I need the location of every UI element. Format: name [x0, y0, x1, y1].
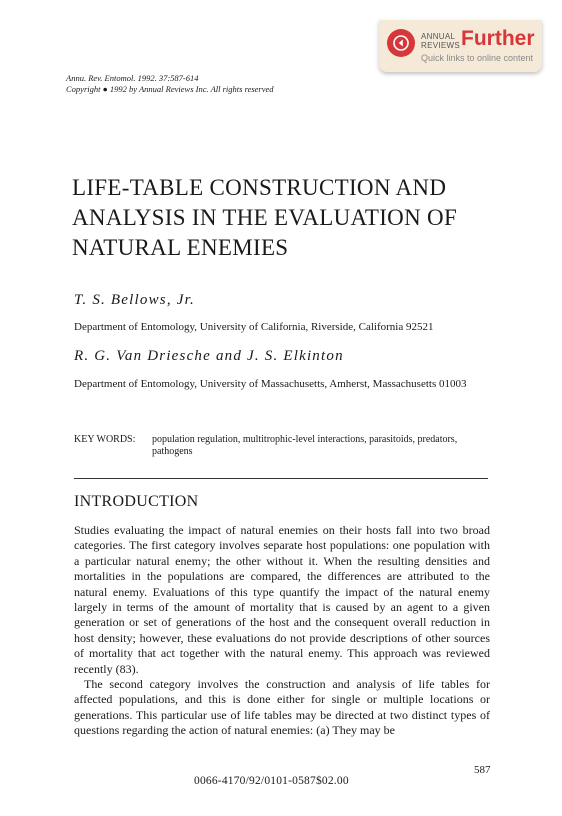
author-2-name: R. G. Van Driesche and J. S. Elkinton: [74, 348, 344, 364]
article-title: [72, 173, 457, 263]
badge-line2: REVIEWS: [421, 41, 460, 50]
keywords-text: population regulation, multitrophic-level interactions, parasitoids, predators, pathogens: [152, 434, 458, 457]
article-code: 0066-4170/92/0101-0587$02.00: [194, 775, 349, 787]
page-number: 587: [474, 764, 491, 776]
author-1-affiliation: Department of Entomology, University of California, Riverside, California 92521: [74, 321, 434, 333]
paragraph-1: Studies evaluating the impact of natural enemies on their hosts fall into two broad categories. The first category involves separate host populations: one population with a particular natural enemy; the other without it. When the resulting densities and mortalities in the populations are compared, the differences are attributed to the natural enemy. Evaluations of this type quantify the impact of the natural enemy largely in terms of the amount of mortality that is caused by an agent to a given generation or set of generations of the host and the consequent overall reduction in host density; however, these evaluations do not provide descriptions of other sources of mortality that act together with the natural enemy. This approach was reviewed recently (83).: [74, 523, 490, 676]
keywords-label: KEY WORDS:: [74, 434, 136, 445]
title-line-3: NATURAL ENEMIES: [72, 235, 289, 260]
title-line-1: LIFE-TABLE CONSTRUCTION AND: [72, 175, 447, 200]
badge-tagline: Quick links to online content: [421, 53, 534, 63]
further-badge[interactable]: [379, 20, 542, 72]
journal-citation: Annu. Rev. Entomol. 1992. 37:587-614: [66, 73, 199, 83]
introduction-body: [74, 523, 490, 739]
copyright-line: Copyright ● 1992 by Annual Reviews Inc. All rights reserved: [66, 84, 274, 94]
annual-reviews-logo-text: [421, 32, 460, 50]
play-circle-icon: [387, 29, 415, 57]
introduction-heading: INTRODUCTION: [74, 493, 199, 510]
author-2-affiliation: Department of Entomology, University of Massachusetts, Amherst, Massachusetts 01003: [74, 378, 467, 390]
section-divider: [74, 478, 488, 479]
title-line-2: ANALYSIS IN THE EVALUATION OF: [72, 205, 458, 230]
author-1-name: T. S. Bellows, Jr.: [74, 292, 195, 308]
paragraph-2: The second category involves the construction and analysis of life tables for affected populations, and this is done either for single or multiple locations or generations. This particular use of life tables may be directed at two distinct types of questions regarding the action of natural enemies: (a) They may be: [74, 677, 490, 738]
badge-brand: Further: [461, 27, 535, 50]
badge-line1: ANNUAL: [421, 32, 456, 41]
citation-block: [66, 73, 274, 95]
